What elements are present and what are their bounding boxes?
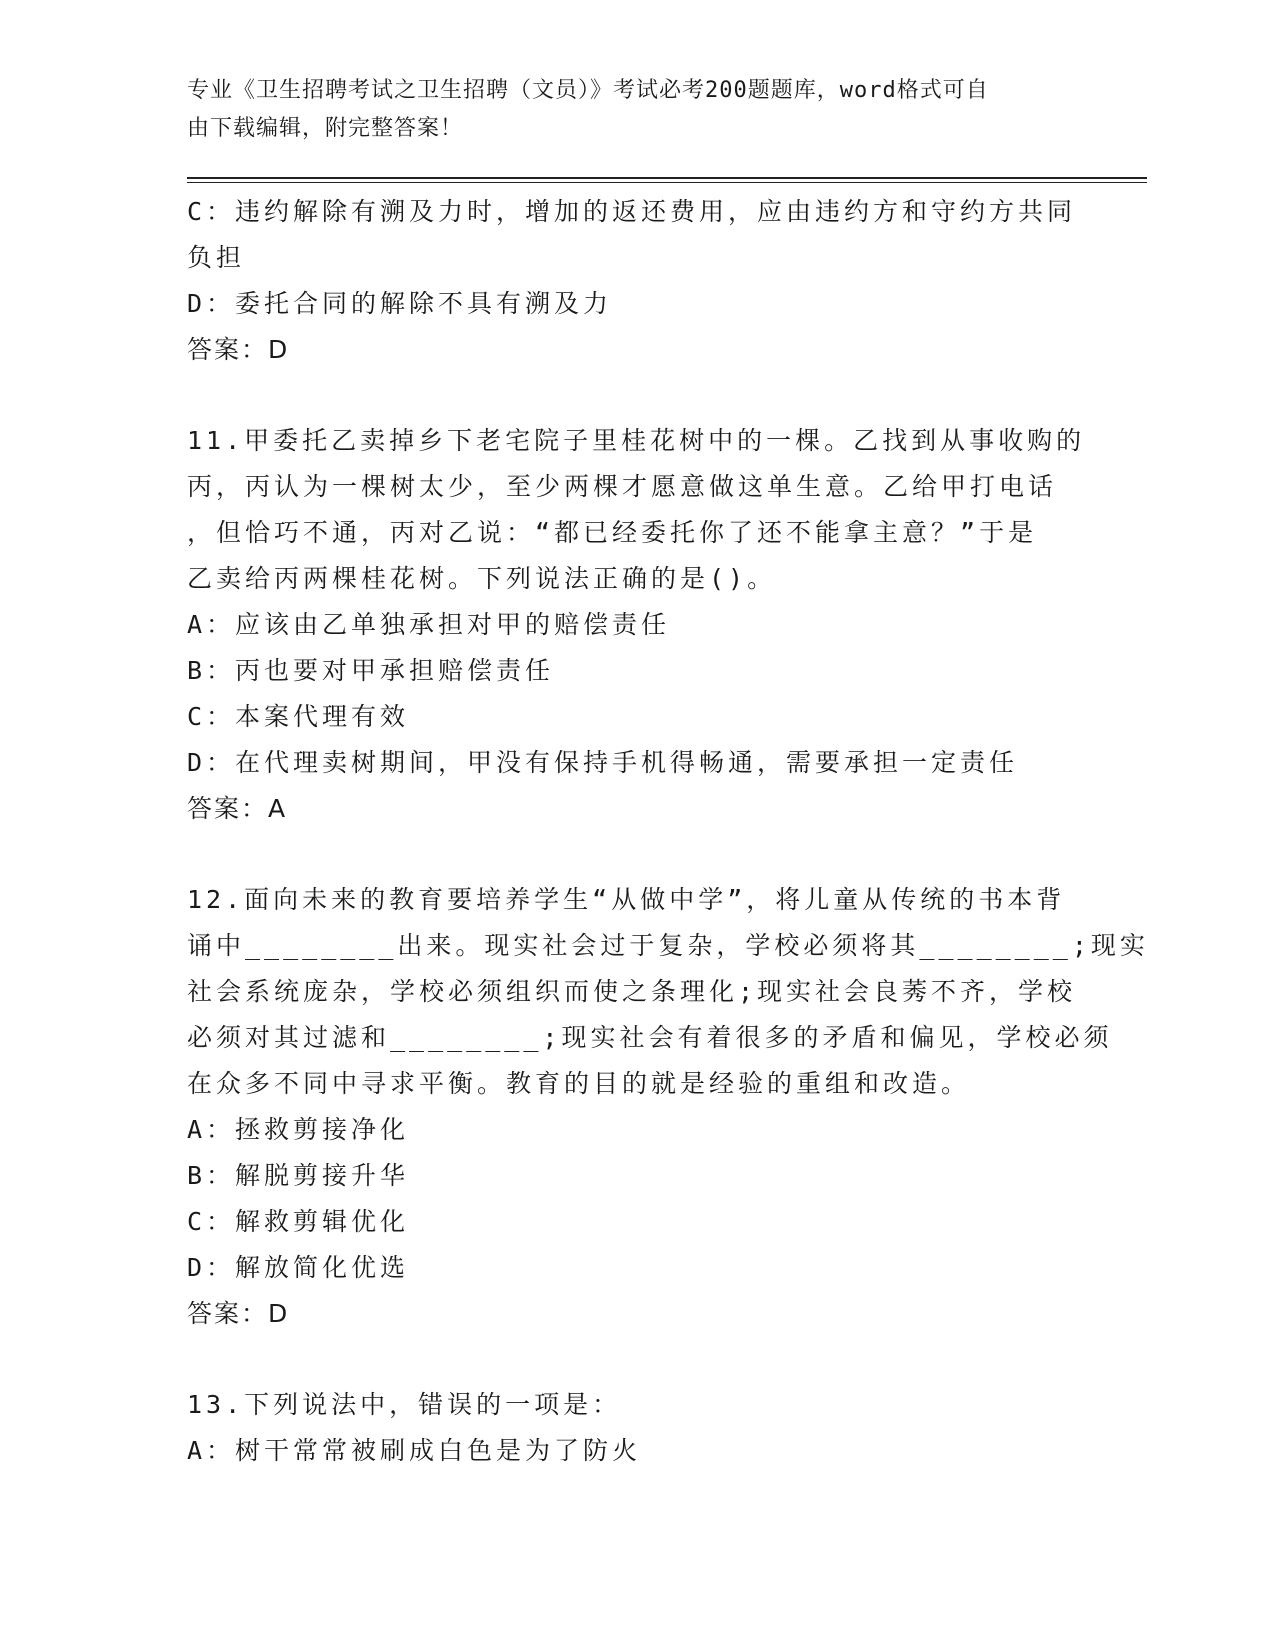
option-c: C：违约解除有溯及力时，增加的返还费用，应由违约方和守约方共同	[187, 197, 1077, 226]
question-11	[187, 418, 1087, 832]
question-stem: 丙，丙认为一棵树太少，至少两棵才愿意做这单生意。乙给甲打电话	[187, 472, 1058, 501]
option-d: D：委托合同的解除不具有溯及力	[187, 289, 613, 318]
question-stem: ，但恰巧不通，丙对乙说：“都已经委托你了还不能拿主意？”于是	[187, 518, 1038, 547]
option-c-continued: 负担	[187, 243, 246, 272]
spacer	[187, 373, 1087, 418]
answer: 答案：D	[187, 1299, 290, 1328]
option-d: D：解放简化优选	[187, 1253, 410, 1282]
option-a: A：拯救剪接净化	[187, 1115, 410, 1144]
question-stem: 13.下列说法中，错误的一项是：	[187, 1390, 622, 1419]
question-stem: 乙卖给丙两棵桂花树。下列说法正确的是()。	[187, 564, 777, 593]
option-b: B：解脱剪接升华	[187, 1161, 410, 1190]
question-10-continuation	[187, 189, 1087, 373]
header-divider-thin	[187, 182, 1147, 183]
header-divider-thick	[187, 177, 1147, 179]
question-stem: 在众多不同中寻求平衡。教育的目的就是经验的重组和改造。	[187, 1069, 971, 1098]
question-13	[187, 1382, 1087, 1474]
question-content	[187, 189, 1149, 1474]
question-12	[187, 877, 1149, 1337]
answer: 答案：A	[187, 794, 288, 823]
spacer	[187, 1337, 1087, 1382]
question-stem: 12.面向未来的教育要培养学生“从做中学”，将儿童从传统的书本背	[187, 885, 1066, 914]
header-line-2: 由下载编辑，附完整答案！	[187, 116, 464, 141]
question-stem: 11.甲委托乙卖掉乡下老宅院子里桂花树中的一棵。乙找到从事收购的	[187, 426, 1086, 455]
question-stem: 社会系统庞杂，学校必须组织而使之条理化;现实社会良莠不齐，学校	[187, 977, 1077, 1006]
question-stem: 诵中________出来。现实社会过于复杂，学校必须将其________;现实	[187, 931, 1149, 960]
spacer	[187, 832, 1087, 877]
option-a: A：树干常常被刷成白色是为了防火	[187, 1436, 642, 1465]
option-b: B：丙也要对甲承担赔偿责任	[187, 656, 555, 685]
option-c: C：本案代理有效	[187, 702, 410, 731]
option-c: C：解救剪辑优化	[187, 1207, 410, 1236]
option-d: D：在代理卖树期间，甲没有保持手机得畅通，需要承担一定责任	[187, 748, 1019, 777]
header-line-1: 专业《卫生招聘考试之卫生招聘（文员）》考试必考200题题库，word格式可自	[187, 78, 989, 103]
document-header	[187, 72, 1067, 148]
answer: 答案：D	[187, 335, 290, 364]
question-stem: 必须对其过滤和________;现实社会有着很多的矛盾和偏见，学校必须	[187, 1023, 1113, 1052]
option-a: A：应该由乙单独承担对甲的赔偿责任	[187, 610, 671, 639]
